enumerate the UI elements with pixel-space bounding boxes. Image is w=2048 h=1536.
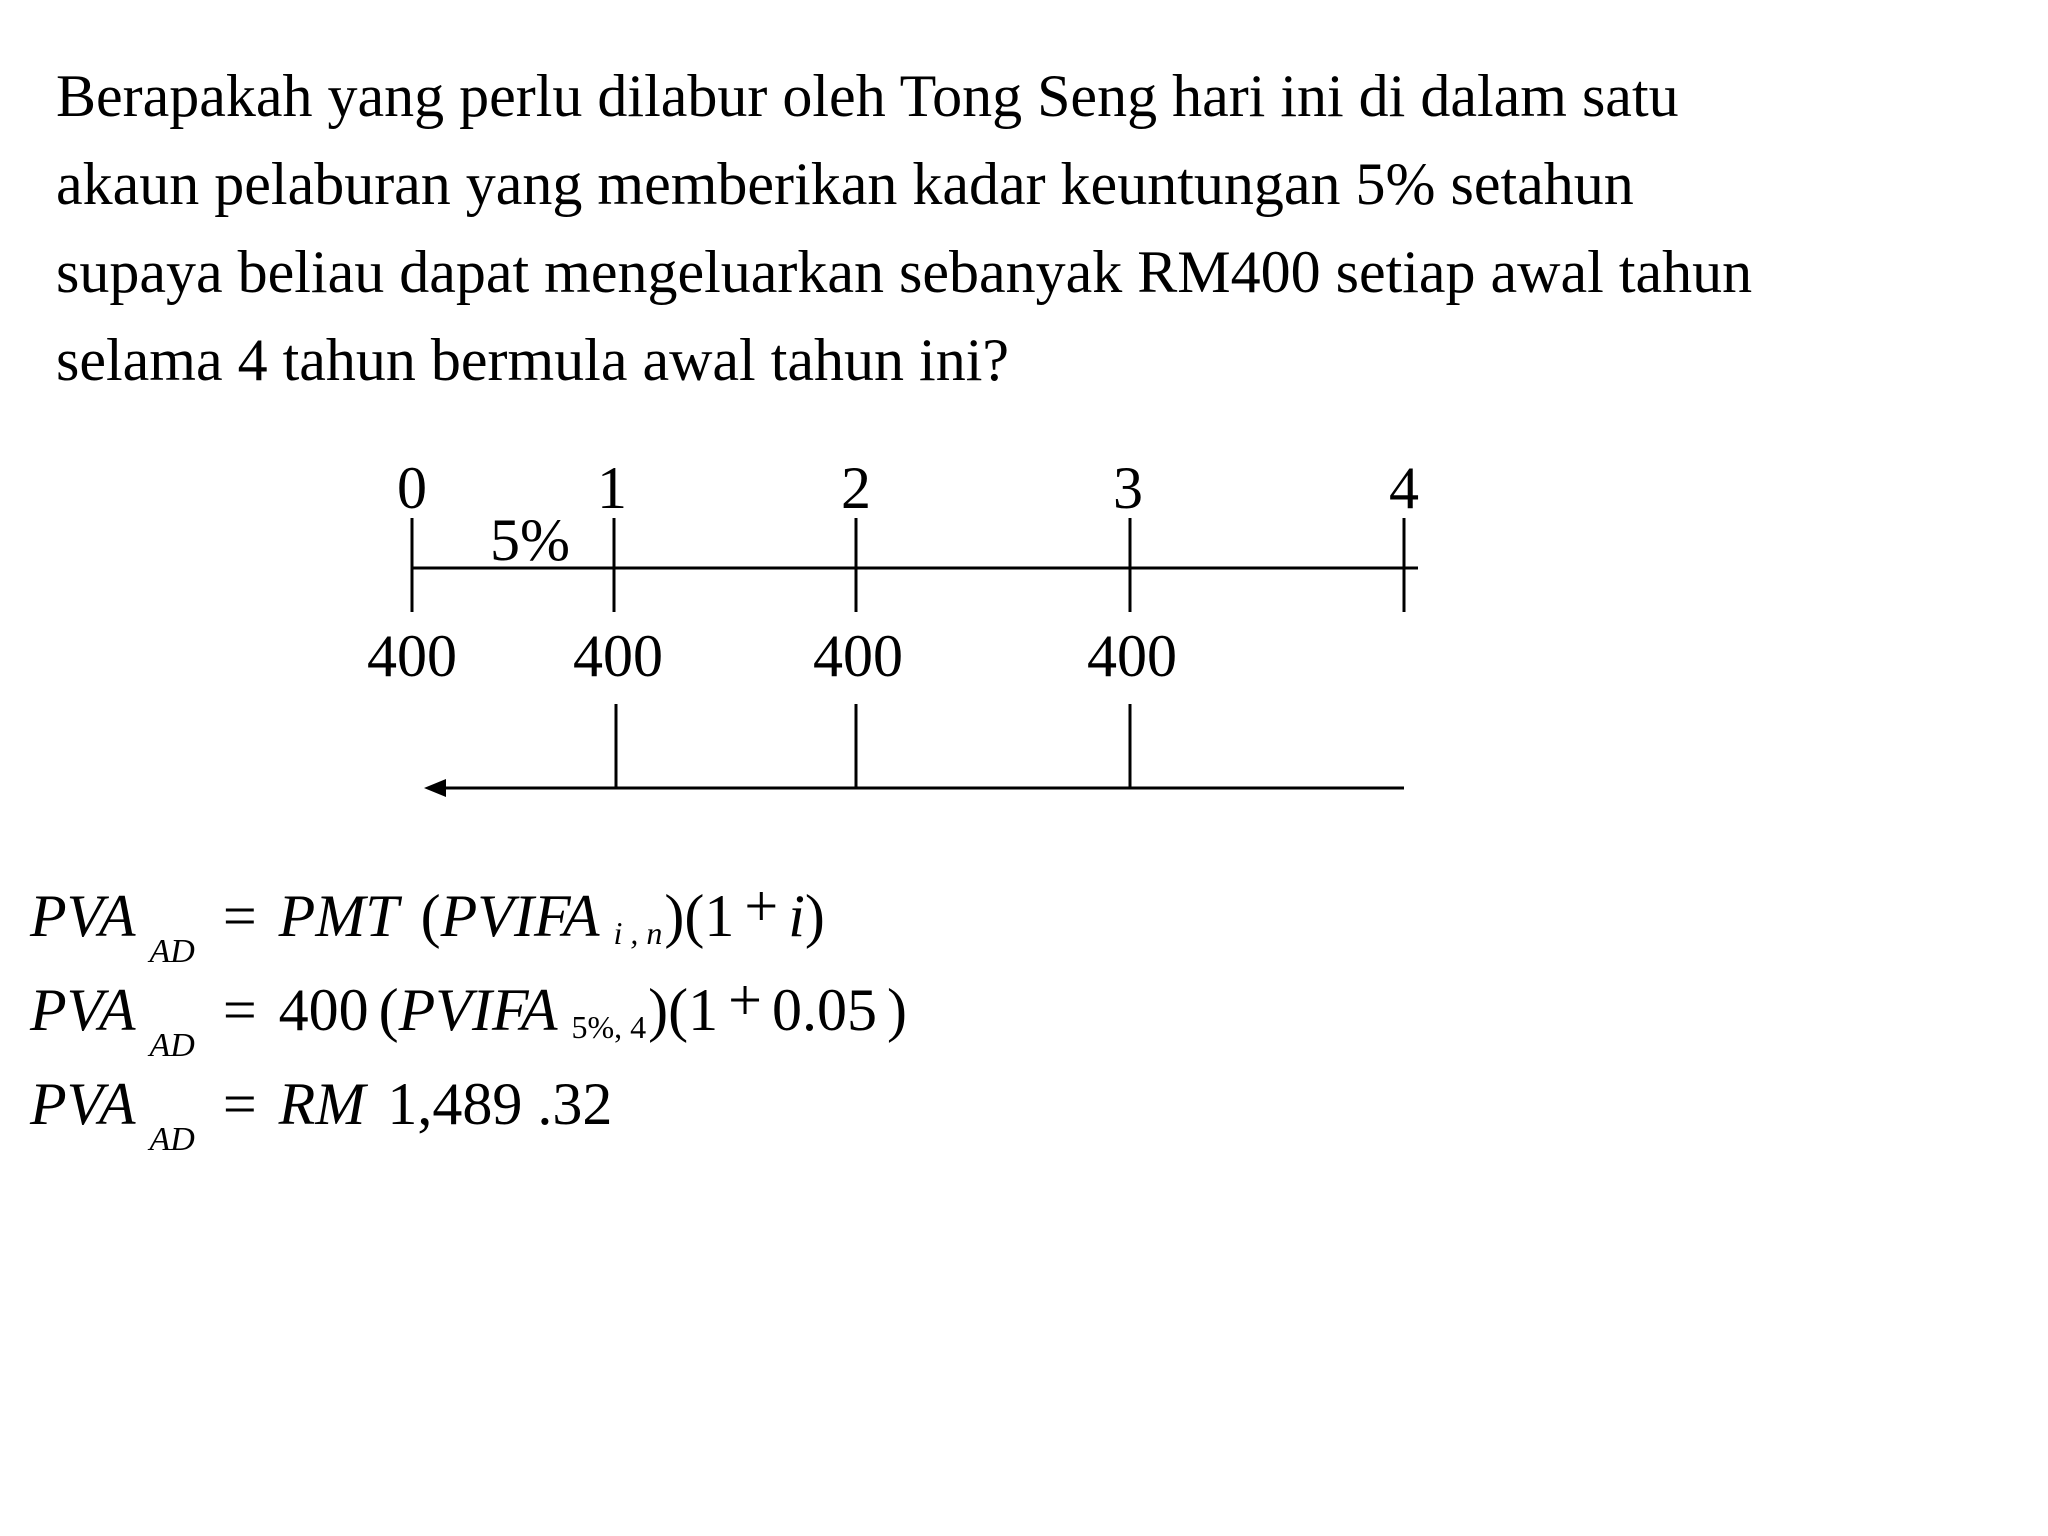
rate-label: 5% bbox=[490, 507, 570, 573]
eq3-lhs: PVA bbox=[30, 1071, 136, 1137]
eq1-open: ( bbox=[420, 883, 441, 949]
payment-label-3: 400 bbox=[1087, 623, 1177, 689]
eq1-pmt: PMT bbox=[278, 883, 399, 949]
payment-label-0: 400 bbox=[367, 623, 457, 689]
eq2-close-open: )(1 bbox=[648, 977, 719, 1043]
eq2-rate: 0.05 bbox=[771, 977, 877, 1043]
period-label-0: 0 bbox=[397, 455, 427, 521]
eq2-equals: = bbox=[222, 977, 257, 1043]
payment-label-2: 400 bbox=[813, 623, 903, 689]
eq1-lhs: PVA bbox=[30, 883, 136, 949]
eq2-amount: 400 bbox=[278, 977, 369, 1043]
eq3-currency: RM bbox=[278, 1071, 366, 1137]
eq2-plus: + bbox=[728, 967, 762, 1033]
equation-result bbox=[30, 1071, 613, 1158]
question-line-4: selama 4 tahun bermula awal tahun ini? bbox=[56, 327, 1009, 393]
discount-arrow-head-icon bbox=[424, 779, 446, 797]
eq1-equals: = bbox=[222, 883, 257, 949]
question-line-3: supaya beliau dapat mengeluarkan sebanyak RM400 setiap awal tahun bbox=[56, 239, 1753, 305]
eq2-open: ( bbox=[378, 977, 399, 1043]
eq1-plus: + bbox=[744, 873, 779, 939]
eq1-var: i bbox=[788, 883, 805, 949]
equation-substitution bbox=[30, 967, 907, 1064]
eq1-close: ) bbox=[804, 883, 825, 949]
eq2-pvifa-sub: 5%, 4 bbox=[571, 1009, 647, 1045]
period-label-4: 4 bbox=[1389, 455, 1419, 521]
eq2-lhs: PVA bbox=[30, 977, 136, 1043]
question-line-2: akaun pelaburan yang memberikan kadar keuntungan 5% setahun bbox=[56, 151, 1634, 217]
eq2-pvifa: PVIFA bbox=[398, 977, 558, 1043]
eq1-lhs-sub: AD bbox=[149, 933, 195, 970]
payment-label-1: 400 bbox=[573, 623, 663, 689]
eq2-lhs-sub: AD bbox=[149, 1027, 195, 1064]
period-label-3: 3 bbox=[1113, 455, 1143, 521]
eq1-pvifa-sub: i , n bbox=[613, 915, 663, 951]
eq3-result: 1,489 .32 bbox=[387, 1071, 613, 1137]
eq3-lhs-sub: AD bbox=[149, 1121, 195, 1158]
eq2-close: ) bbox=[886, 977, 907, 1043]
question-line-1: Berapakah yang perlu dilabur oleh Tong Seng hari ini di dalam satu bbox=[56, 63, 1679, 129]
eq1-pvifa: PVIFA bbox=[440, 883, 600, 949]
eq3-equals: = bbox=[222, 1071, 257, 1137]
eq1-close-open: )(1 bbox=[664, 883, 735, 949]
period-label-2: 2 bbox=[841, 455, 871, 521]
period-label-1: 1 bbox=[597, 455, 627, 521]
equation-formula bbox=[30, 873, 825, 970]
